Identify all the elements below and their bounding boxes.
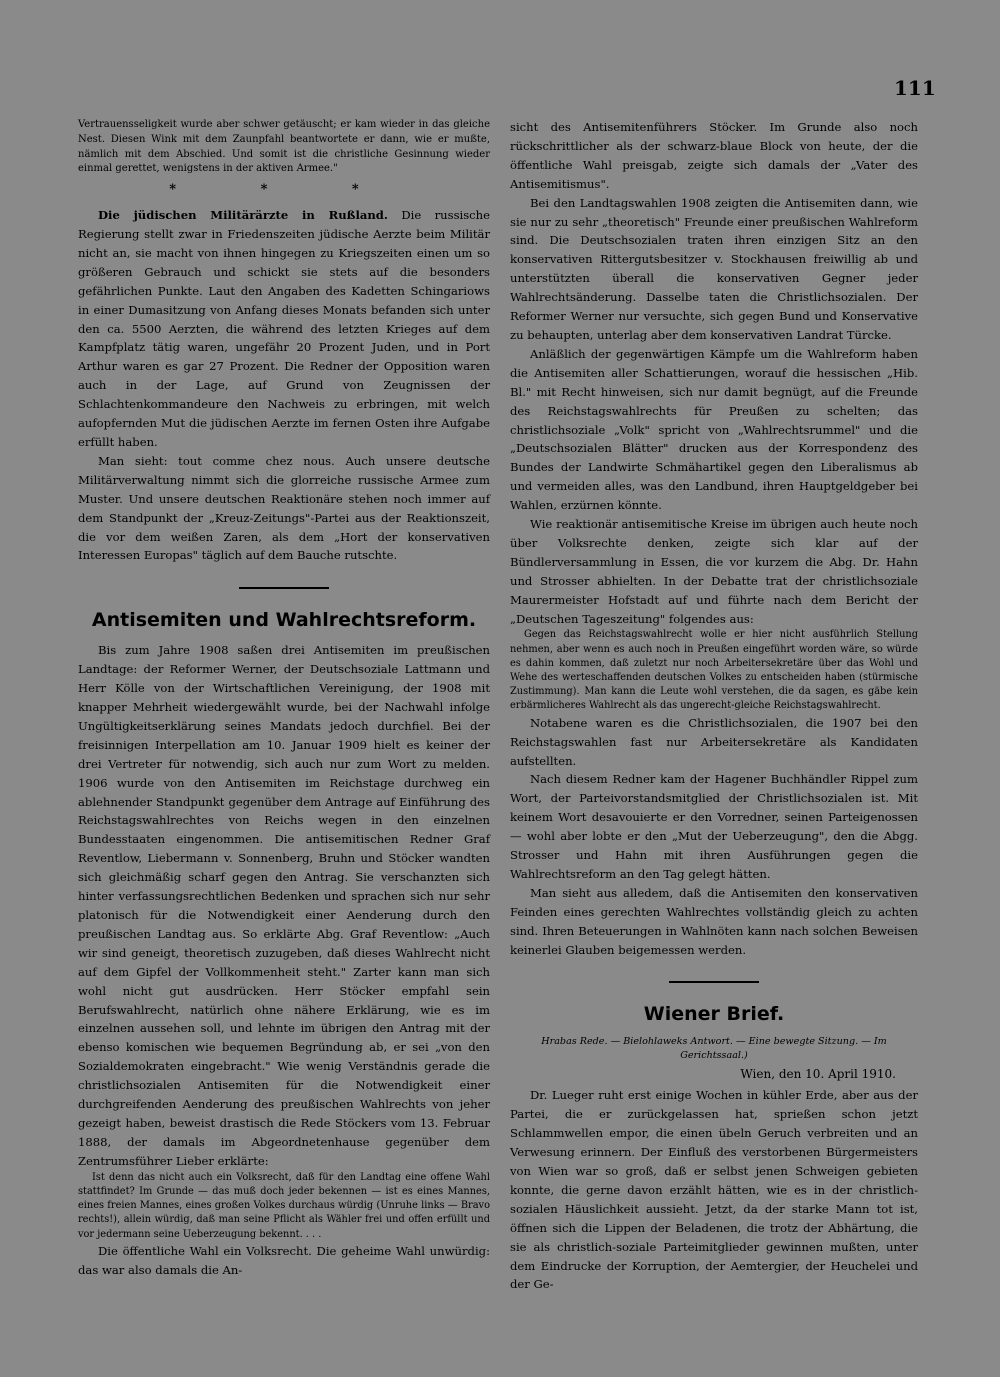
article-paragraph: Bis zum Jahre 1908 saßen drei Antisemiten im preußischen Landtage: der Reformer Werner, der Deutschsoziale Lattmann und Herr Kölle von der Wirtschaftlichen Vereinigung, der 1908 mit knapper Mehrheit wiedergewählt wurde, bei der Nachwahl infolge Ungültigkeitserklärung seines Mandats jedoch durchfiel. Bei der freisinnigen Interpellation am 10. Januar 1909 hielt es keiner der drei Vertreter für notwendig, sich auch nur zum Wort zu melden. 1906 wurde von den Antisemiten im Reichstage durchweg ein ablehnender Standpunkt gegenüber dem Antrage auf Einführung des Reichstagswahlrechtes von Reichs wegen in den einzelnen Bundesstaaten eingenommen. Die antisemitischen Redner Graf Reventlow, Liebermann v. Sonnenberg, Bruhn und Stöcker wandten sich gleichmäßig scharf gegen den Antrag. Sie verschanzten sich hinter verfassungsrechtlichen Bedenken und sprachen sich nur sehr platonisch für die Notwendigkeit einer Aenderung durch den preußischen Landtag aus. So erklärte Abg. Graf Reventlow: „Auch wir sind geneigt, theoretisch zuzugeben, daß dieses Wahlrecht nicht auf dem Gipfel der Vollkommenheit steht." Zarter kann man sich wohl nicht gut ausdrücken. Herr Stöcker empfahl sein Berufswahlrecht, natürlich ohne nähere Erklärung, wie es im einzelnen aussehen soll, und lehnte im übrigen den Antrag mit der ebenso komischen wie bequemen Begründung ab, er sei „von den Sozialdemokraten eingebracht." Wie wenig Verständnis gerade die christlichsozialen Antisemiten für die Notwendigkeit einer durchgreifenden Aenderung des preußischen Wahlrechts von jeher gezeigt haben, beweist drastisch die Rede Stöckers vom 13. Februar 1888, der damals im Abgeordnetenhause gegenüber dem Zentrumsführer Lieber erklärte: (78, 643, 490, 1168)
article-paragraph: Man sieht aus alledem, daß die Antisemiten den konservativen Feinden eines gerechten Wahlrechtes vollständig gleich zu achten sind. Ihren Beteuerungen in Wahlnöten kann nach solchen Beweisen keinerlei Glauben beigemessen werden. (510, 885, 918, 957)
article-paragraph: Nach diesem Redner kam der Hagener Buchhändler Rippel zum Wort, der Parteivorstandsmitglied der Christlichsozialen ist. Mit keinem Wort desavouierte er den Vorredner, seinen Parteigenossen — wohl aber lobte er den „Mut der Ueberzeugung", den die Abgg. Strosser und Hahn mit ihren Ausführungen gegen die Wahlrechtsreform an den Tag gelegt hätten. (510, 772, 918, 881)
dateline: Wien, den 10. April 1910. (740, 1067, 896, 1082)
intro-paragraph: Vertrauensseligkeit wurde aber schwer getäuscht; er kam wieder in das gleiche Nest. Diesen Wink mit dem Zaunpfahl beantwortete er dann, wie er mußte, nämlich mit dem Abschied. Und somit ist die christliche Gesinnung wieder einmal gerettet, wenigstens in der aktiven Armee." (78, 119, 490, 175)
article-paragraph: sicht des Antisemitenführers Stöcker. Im Grunde also noch rückschrittlicher als der schwarz-blaue Block von heute, der die öffentliche Wahl preisgab, zeigte sich damals der „Vater des Antisemitismus". (510, 120, 918, 191)
article-paragraph: Notabene waren es die Christlichsozialen, die 1907 bei den Reichstagswahlen fast nur Arbeitersekretäre als Kandidaten aufstellten. (510, 715, 918, 768)
article-heading: Wiener Brief. (643, 1003, 785, 1026)
article-text: Die russische Regierung stellt zwar in Friedenszeiten jüdische Aerzte beim Militär nicht an, sie macht von ihnen hingegen zu Kriegszeiten einen um so größeren Gebrauch und schickt sie stets auf die besonders gefährlichen Punkte. Laut den Angaben des Kadetten Schingariows in einer Dumasitzung von Anfang dieses Monats befanden sich unter den ca. 5500 Aerzten, die während des letzten Krieges auf dem Kampfplatz tätig waren, ungefähr 20 Prozent Juden, und in Port Arthur waren es gar 27 Prozent. Die Redner der Opposition waren auch in der Lage, auf Grund von Zeugnissen der Schlachtenkommandeure den Nachweis zu erbringen, mit welch aufopfernden Mut die jüdischen Aerzte im fernen Osten ihre Aufgabe erfüllt haben. (78, 208, 491, 449)
quote-block: Gegen das Reichstagswahlrecht wolle er hier nicht ausführlich Stellung nehmen, aber wenn es auch noch in Preußen eingeführt worden wäre, so würde es dahin kommen, daß zuletzt nur noch Arbeitersekretäre über das Wohl und Wehe des werteschaffenden deutschen Volkes zu entscheiden haben (stürmische Zustimmung). Man kann die Leute wohl verstehen, die da sagen, es gäbe kein erbärmlicheres Wahlrecht als das ungerecht-gleiche Reichstagswahlrecht. (510, 629, 918, 712)
section-separator: * * * (169, 182, 399, 198)
article-subheading: Hrabas Rede. — Bielohlaweks Antwort. — Eine bewegte Sitzung. — Im Gerichtssaal.) (541, 1036, 887, 1062)
article-paragraph: Bei den Landtagswahlen 1908 zeigten die Antisemiten dann, wie sie nur zu sehr „theoretisch" Freunde einer preußischen Wahlreform sind. Die Deutschsozialen traten ihren einzigen Sitz an den konservativen Rittergutsbesitzer v. Stockhausen freiwillig ab und unterstützten überall die konservativen Gegner jeder Wahlrechtsänderung. Dasselbe taten die Christlichsozialen. Der Reformer Werner nur versuchte, sich gegen Bund und Konservative zu behaupten, unterlag aber dem konservativen Landrat Türcke. (510, 195, 918, 342)
article-heading: Antisemiten und Wahlrechtsreform. (91, 609, 477, 632)
article-paragraph: Anläßlich der gegenwärtigen Kämpfe um die Wahlreform haben die Antisemiten aller Schattierungen, worauf die hessischen „Hib. Bl." mit Recht hinweisen, sich nur damit begnügt, auf die Freunde des Reichstagswahlrechts für Preußen zu schelten; das christlichsoziale „Volk" spricht von „Wahlrechtsrummel" und die „Deutschsozialen Blätter" drucken aus der Korrespondenz des Bundes der Landwirte Schmähartikel gegen den Liberalismus ab und vermeiden alles, was den Landbund, ihren Hauptgeldgeber bei Wahlen, erzürnen könnte. (510, 346, 918, 513)
left-column (78, 118, 490, 1280)
right-column (510, 118, 918, 1294)
article-paragraph: Die öffentliche Wahl ein Volksrecht. Die geheime Wahl unwürdig: das war also damals die An- (78, 1243, 490, 1277)
article-paragraph: Dr. Lueger ruht erst einige Wochen in kühler Erde, aber aus der Partei, die er zurückgelassen hat, sprießen schon jetzt Schlammwellen empor, die einen übeln Geruch verbreiten und an Verwesung erinnern. Der Einfluß des verstorbenen Bürgermeisters von Wien war so groß, daß er selbst jenen Schweigen gebieten konnte, die gerne davon erzählt hätten, wie es in der christlich-sozialen Häuslichkeit aussieht. Jetzt, da der starke Mann tot ist, öffnen sich die Lippen der Beladenen, die trotz der Abhärtung, die sie als christlich-soziale Parteimitglieder gewinnen mußten, unter dem Eindrucke der Korruption, der Aemtergier, der Heuchelei und der Ge- (510, 1088, 918, 1292)
article-paragraph (78, 206, 490, 452)
divider (669, 981, 759, 983)
article-lead: Die jüdischen Militärärzte in Rußland. (98, 208, 388, 223)
page-number: 111 (894, 76, 936, 100)
article-paragraph: Man sieht: tout comme chez nous. Auch unsere deutsche Militärverwaltung nimmt sich die glorreiche russische Armee zum Muster. Und unsere deutschen Reaktionäre stehen noch immer auf dem Standpunkt der „Kreuz-Zeitungs"-Partei aus der Reaktionszeit, die vor dem weißen Zaren, als dem „Hort der konservativen Interessen Europas" täglich auf dem Bauche rutschte. (78, 453, 490, 563)
quote-block: Ist denn das nicht auch ein Volksrecht, daß für den Landtag eine offene Wahl stattfindet? Im Grunde — das muß doch jeder bekennen — ist es eines Mannes, eines freien Mannes, eines großen Volkes durchaus würdig (Unruhe links — Bravo rechts!), allein würdig, daß man seine Pflicht als Wähler frei und offen erfüllt und vor jedermann seine Ueberzeugung bekennt. . . . (78, 1171, 490, 1240)
divider (239, 587, 329, 589)
article-paragraph: Wie reaktionär antisemitische Kreise im übrigen auch heute noch über Volksrechte denken, zeigte sich klar auf der Bündlerversammlung in Essen, die vor kurzem die Abg. Dr. Hahn und Strosser abhielten. In der Debatte trat der christlichsoziale Maurermeister Hofstadt auf und führte nach dem Bericht der „Deutschen Tageszeitung" folgendes aus: (510, 517, 918, 626)
